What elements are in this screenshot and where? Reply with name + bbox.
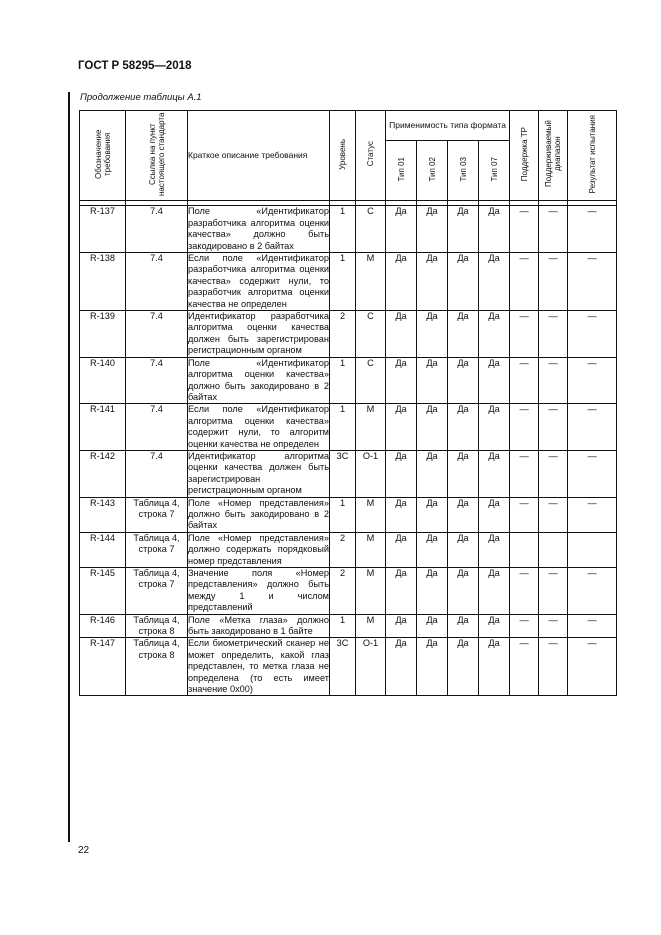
tp-support: — bbox=[510, 450, 539, 497]
applicability-type-07: Да bbox=[479, 357, 510, 404]
requirement-reference: 7.4 bbox=[126, 404, 188, 451]
header-designation: Обозначение требования bbox=[80, 111, 126, 201]
requirement-level: 1 bbox=[330, 206, 356, 253]
requirement-reference: Таблица 4, строка 7 bbox=[126, 497, 188, 532]
applicability-type-03: Да bbox=[448, 357, 479, 404]
applicability-type-01: Да bbox=[386, 568, 417, 615]
requirement-description: Значение поля «Номер представления» должно быть между 1 и числом представлений bbox=[188, 568, 329, 613]
requirement-level: 2 bbox=[330, 568, 356, 615]
applicability-type-01: Да bbox=[386, 638, 417, 696]
test-result: — bbox=[568, 568, 617, 615]
applicability-type-07: Да bbox=[479, 404, 510, 451]
requirement-reference: 7.4 bbox=[126, 206, 188, 253]
requirement-level: 1 bbox=[330, 614, 356, 638]
table-row bbox=[80, 614, 617, 638]
requirement-level: 1 bbox=[330, 253, 356, 311]
tp-support: — bbox=[510, 357, 539, 404]
requirement-id: R-146 bbox=[80, 614, 126, 638]
requirement-id: R-145 bbox=[80, 568, 126, 615]
requirement-reference: Таблица 4, строка 7 bbox=[126, 532, 188, 567]
applicability-type-03: Да bbox=[448, 568, 479, 615]
requirement-description: Если поле «Идентификатор разработчика алгоритма оценки качества» содержит нули, то разработчик алгоритма оценки качества не определен bbox=[188, 253, 329, 309]
test-result: — bbox=[568, 497, 617, 532]
header-type-02: Тип 02 bbox=[417, 140, 448, 201]
supported-range: — bbox=[539, 497, 568, 532]
requirement-id: R-147 bbox=[80, 638, 126, 696]
table-row bbox=[80, 450, 617, 497]
requirement-description: Поле «Номер представления» должно быть закодировано в 2 байтах bbox=[188, 497, 329, 531]
test-result bbox=[568, 532, 617, 567]
requirement-reference: 7.4 bbox=[126, 253, 188, 311]
requirement-status: М bbox=[356, 568, 386, 615]
applicability-type-01: Да bbox=[386, 253, 417, 311]
supported-range: — bbox=[539, 614, 568, 638]
requirement-level: 1 bbox=[330, 404, 356, 451]
test-result: — bbox=[568, 614, 617, 638]
applicability-type-02: Да bbox=[417, 568, 448, 615]
requirement-id: R-141 bbox=[80, 404, 126, 451]
table-row bbox=[80, 532, 617, 567]
requirement-status: М bbox=[356, 253, 386, 311]
supported-range: — bbox=[539, 404, 568, 451]
requirement-level: 3С bbox=[330, 638, 356, 696]
table-row bbox=[80, 404, 617, 451]
requirement-id: R-139 bbox=[80, 311, 126, 358]
requirement-description: Поле «Метка глаза» должно быть закодировано в 1 байте bbox=[188, 614, 329, 637]
header-reference: Ссылка на пункт настоящего стандарта bbox=[126, 111, 188, 201]
table-row bbox=[80, 311, 617, 358]
requirement-status: М bbox=[356, 614, 386, 638]
requirement-status: С bbox=[356, 311, 386, 358]
table-row bbox=[80, 253, 617, 311]
supported-range: — bbox=[539, 311, 568, 358]
applicability-type-07: Да bbox=[479, 206, 510, 253]
requirements-table bbox=[79, 110, 617, 696]
applicability-type-07: Да bbox=[479, 450, 510, 497]
requirement-id: R-142 bbox=[80, 450, 126, 497]
requirement-status: С bbox=[356, 357, 386, 404]
applicability-type-03: Да bbox=[448, 206, 479, 253]
test-result: — bbox=[568, 638, 617, 696]
applicability-type-03: Да bbox=[448, 638, 479, 696]
requirement-description: Идентификатор алгоритма оценки качества должен быть зарегистрирован регистрационным органом bbox=[188, 450, 329, 496]
supported-range: — bbox=[539, 568, 568, 615]
requirement-id: R-144 bbox=[80, 532, 126, 567]
header-level: Уровень bbox=[330, 111, 356, 201]
requirement-description: Поле «Номер представления» должно содержать порядковый номер представления bbox=[188, 532, 329, 566]
supported-range: — bbox=[539, 206, 568, 253]
applicability-type-01: Да bbox=[386, 206, 417, 253]
requirement-id: R-137 bbox=[80, 206, 126, 253]
tp-support: — bbox=[510, 497, 539, 532]
requirement-status: М bbox=[356, 532, 386, 567]
tp-support: — bbox=[510, 311, 539, 358]
test-result: — bbox=[568, 311, 617, 358]
supported-range: — bbox=[539, 638, 568, 696]
applicability-type-02: Да bbox=[417, 532, 448, 567]
requirement-description: Поле «Идентификатор алгоритма оценки качества» должно быть закодировано в 2 байтах bbox=[188, 357, 329, 402]
applicability-type-03: Да bbox=[448, 253, 479, 311]
supported-range bbox=[539, 532, 568, 567]
header-test-result: Результат испытания bbox=[568, 111, 617, 201]
table-continuation-caption: Продолжение таблицы А.1 bbox=[80, 92, 202, 103]
applicability-type-07: Да bbox=[479, 497, 510, 532]
requirement-status: О-1 bbox=[356, 450, 386, 497]
requirement-description: Если поле «Идентификатор алгоритма оценки качества» содержит нули, то алгоритм оценки качества не определен bbox=[188, 404, 329, 449]
test-result: — bbox=[568, 253, 617, 311]
requirement-status: С bbox=[356, 206, 386, 253]
header-type-03: Тип 03 bbox=[448, 140, 479, 201]
test-result: — bbox=[568, 450, 617, 497]
requirement-status: М bbox=[356, 404, 386, 451]
applicability-type-01: Да bbox=[386, 497, 417, 532]
tp-support bbox=[510, 532, 539, 567]
requirement-reference: 7.4 bbox=[126, 357, 188, 404]
applicability-type-03: Да bbox=[448, 404, 479, 451]
header-applicability: Применимость типа формата bbox=[386, 111, 510, 141]
requirement-description: Идентификатор разработчика алгоритма оценки качества должен быть зарегистрирован регистрационным органом bbox=[188, 311, 329, 356]
header-description: Краткое описание требования bbox=[188, 111, 330, 201]
requirement-id: R-138 bbox=[80, 253, 126, 311]
applicability-type-02: Да bbox=[417, 450, 448, 497]
test-result: — bbox=[568, 357, 617, 404]
applicability-type-02: Да bbox=[417, 404, 448, 451]
table-row bbox=[80, 497, 617, 532]
requirement-reference: 7.4 bbox=[126, 311, 188, 358]
requirement-status: М bbox=[356, 497, 386, 532]
applicability-type-02: Да bbox=[417, 357, 448, 404]
applicability-type-01: Да bbox=[386, 357, 417, 404]
requirement-description: Поле «Идентификатор разработчика алгоритма оценки качества» должно быть закодировано в 2 байтах bbox=[188, 206, 329, 251]
applicability-type-07: Да bbox=[479, 311, 510, 358]
applicability-type-02: Да bbox=[417, 638, 448, 696]
supported-range: — bbox=[539, 253, 568, 311]
applicability-type-07: Да bbox=[479, 532, 510, 567]
applicability-type-02: Да bbox=[417, 253, 448, 311]
supported-range: — bbox=[539, 450, 568, 497]
tp-support: — bbox=[510, 638, 539, 696]
tp-support: — bbox=[510, 253, 539, 311]
applicability-type-03: Да bbox=[448, 614, 479, 638]
applicability-type-03: Да bbox=[448, 450, 479, 497]
applicability-type-02: Да bbox=[417, 311, 448, 358]
tp-support: — bbox=[510, 404, 539, 451]
page-number: 22 bbox=[78, 845, 90, 856]
applicability-type-07: Да bbox=[479, 638, 510, 696]
header-supported-range: Поддерживаемый диапазон bbox=[539, 111, 568, 201]
applicability-type-01: Да bbox=[386, 311, 417, 358]
applicability-type-03: Да bbox=[448, 497, 479, 532]
table-row bbox=[80, 206, 617, 253]
table-row bbox=[80, 357, 617, 404]
applicability-type-01: Да bbox=[386, 614, 417, 638]
header-type-01: Тип 01 bbox=[386, 140, 417, 201]
tp-support: — bbox=[510, 614, 539, 638]
supported-range: — bbox=[539, 357, 568, 404]
header-tp-support: Поддержка ТР bbox=[510, 111, 539, 201]
applicability-type-07: Да bbox=[479, 568, 510, 615]
table-row bbox=[80, 638, 617, 696]
header-type-07: Тип 07 bbox=[479, 140, 510, 201]
applicability-type-02: Да bbox=[417, 497, 448, 532]
requirement-level: 2 bbox=[330, 532, 356, 567]
applicability-type-03: Да bbox=[448, 532, 479, 567]
applicability-type-02: Да bbox=[417, 206, 448, 253]
requirement-level: 3С bbox=[330, 450, 356, 497]
table-row bbox=[80, 568, 617, 615]
requirement-id: R-140 bbox=[80, 357, 126, 404]
requirement-level: 1 bbox=[330, 357, 356, 404]
applicability-type-03: Да bbox=[448, 311, 479, 358]
applicability-type-07: Да bbox=[479, 614, 510, 638]
tp-support: — bbox=[510, 206, 539, 253]
applicability-type-01: Да bbox=[386, 532, 417, 567]
requirement-reference: 7.4 bbox=[126, 450, 188, 497]
test-result: — bbox=[568, 206, 617, 253]
requirement-level: 1 bbox=[330, 497, 356, 532]
requirement-level: 2 bbox=[330, 311, 356, 358]
requirement-reference: Таблица 4, строка 8 bbox=[126, 614, 188, 638]
tp-support: — bbox=[510, 568, 539, 615]
test-result: — bbox=[568, 404, 617, 451]
requirement-reference: Таблица 4, строка 8 bbox=[126, 638, 188, 696]
requirement-description: Если биометрический сканер не может определить, какой глаз представлен, то метка глаза не определена (то есть имеет значение 0х00) bbox=[188, 638, 329, 695]
applicability-type-02: Да bbox=[417, 614, 448, 638]
requirement-status: О-1 bbox=[356, 638, 386, 696]
applicability-type-07: Да bbox=[479, 253, 510, 311]
requirement-reference: Таблица 4, строка 7 bbox=[126, 568, 188, 615]
margin-change-bar bbox=[68, 92, 70, 842]
applicability-type-01: Да bbox=[386, 404, 417, 451]
document-header: ГОСТ Р 58295—2018 bbox=[78, 60, 192, 72]
applicability-type-01: Да bbox=[386, 450, 417, 497]
requirement-id: R-143 bbox=[80, 497, 126, 532]
header-status: Статус bbox=[356, 111, 386, 201]
